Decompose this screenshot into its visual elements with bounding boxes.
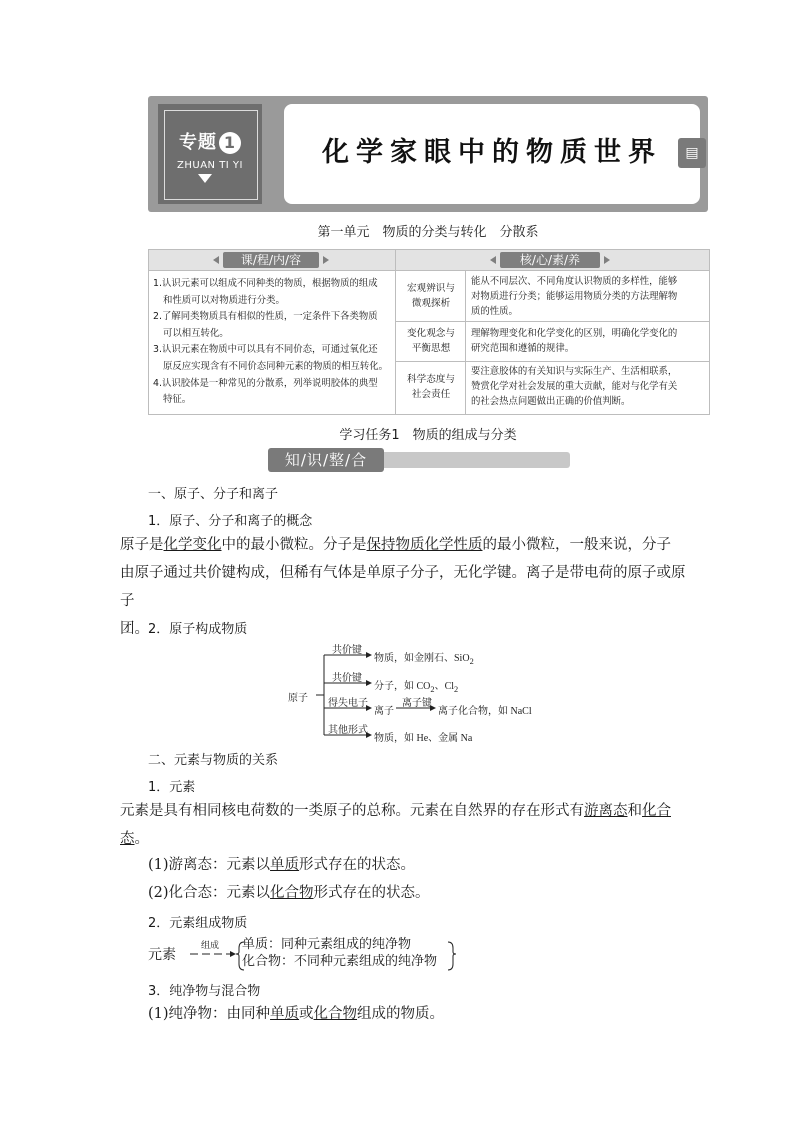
arrow-right-icon (323, 256, 329, 264)
core-header: 核/心/素/养 (500, 252, 600, 268)
subsection-heading: 2．原子构成物质 (148, 622, 248, 637)
section-banner: 知/识/整/合 (268, 448, 384, 472)
badge-triangle-icon (198, 174, 212, 183)
subsection-heading: 1．元素 (148, 780, 196, 795)
book-search-icon: ▤ (678, 138, 706, 168)
compose-results: 单质：同种元素组成的纯净物 化合物：不同种元素组成的纯净物 (242, 937, 438, 969)
badge-title: 专题 1 (158, 128, 262, 154)
list-item: (1)纯净物：由同种单质或化合物组成的物质。 (148, 1006, 445, 1022)
compose-arrow-label: 组成 (200, 941, 219, 951)
divider (149, 270, 709, 271)
course-line: 原反应实现含有不同价态同种元素的物质的相互转化。 (163, 360, 389, 372)
arrow-right-icon (604, 256, 610, 264)
badge-number: 1 (219, 132, 241, 154)
divider (465, 270, 466, 414)
course-line: 1.认识元素可以组成不同种类的物质，根据物质的组成 (153, 278, 378, 289)
arrow-left-icon (490, 256, 496, 264)
subsection-heading: 2．元素组成物质 (148, 916, 248, 931)
course-line: 可以相互转化。 (163, 327, 229, 339)
compose-left: 元素 (148, 947, 176, 963)
diagram-result: 离子化合物，如 NaCl (438, 706, 532, 717)
paragraph: 原子是化学变化中的最小微粒。分子是保持物质化学性质的最小微粒，一般来说，分子 由原子通过共价键构成，但稀有气体是单原子分子，无化学键。离子是带电荷的原子或原子 团。 (120, 537, 686, 637)
diagram-root: 原子 (288, 693, 308, 704)
diagram-result: 离子 (374, 706, 394, 717)
subsection-heading: 1．原子、分子和离子的概念 (148, 514, 313, 529)
diagram-edge-label: 其他形式 (328, 725, 368, 736)
badge-pinyin: ZHUAN TI YI (177, 160, 243, 171)
page-title: 化学家眼中的物质世界 (322, 137, 662, 168)
course-header-bar (149, 250, 395, 270)
core-header-bar (396, 250, 709, 270)
objectives-table (148, 249, 710, 415)
course-content (153, 276, 393, 409)
diagram-result: 物质，如金刚石、SiO$_2$ (374, 653, 474, 666)
paragraph: 元素是具有相同核电荷数的一类原子的总称。元素在自然界的存在形式有游离态和化合 态。 (120, 803, 671, 847)
diagram-edge-label: 共价键 (332, 645, 362, 656)
arrow-left-icon (213, 256, 219, 264)
diagram-result: 物质，如 He、金属 Na (374, 733, 473, 744)
literacy-name: 变化观念与 平衡思想 (407, 328, 455, 354)
chapter-badge (158, 104, 262, 204)
list-item: (1)游离态：元素以单质形式存在的状态。 (148, 857, 416, 873)
course-line: 2.了解同类物质具有相似的性质，一定条件下各类物质 (153, 311, 378, 323)
literacy-desc: 理解物理变化和化学变化的区别，明确化学变化的 研究范围和遵循的规律。 (471, 328, 678, 354)
diagram-edge-label: 共价键 (332, 673, 362, 684)
course-line: 和性质可以对物质进行分类。 (163, 294, 285, 306)
course-line: 4.认识胶体是一种常见的分散系，列举说明胶体的典型 (153, 377, 378, 389)
literacy-name: 宏观辨识与 微观探析 (407, 283, 455, 309)
section-heading: 二、元素与物质的关系 (148, 753, 279, 768)
subsection-heading: 3．纯净物与混合物 (148, 984, 261, 999)
diagram-edge-label: 离子键 (402, 698, 432, 709)
literacy-desc: 能从不同层次、不同角度认识物质的多样性，能够 对物质进行分类；能够运用物质分类的方法理解物 质的性质。 (471, 276, 678, 317)
unit-title: 第一单元 物质的分类与转化 分散系 (317, 225, 539, 240)
task-title: 学习任务1 物质的组成与分类 (339, 428, 517, 443)
diagram-edge-label: 得失电子 (328, 698, 368, 709)
badge-frame (164, 110, 258, 200)
course-header: 课/程/内/容 (223, 252, 319, 268)
divider (395, 361, 709, 362)
literacy-desc: 要注意胶体的有关知识与实际生产、生活相联系， 赞赏化学对社会发展的重大贡献，能对与化学有关 的社会热点问题做出正确的价值判断。 (471, 366, 678, 407)
course-line: 3.认识元素在物质中可以具有不同价态，可通过氧化还 (153, 344, 378, 356)
course-line: 特征。 (163, 394, 192, 406)
diagram-result: 分子，如 $CO_2$、$Cl_2$ (374, 681, 459, 694)
divider (395, 321, 709, 322)
divider (395, 250, 396, 414)
list-item: (2)化合态：元素以化合物形式存在的状态。 (148, 885, 430, 901)
section-heading: 一、原子、分子和离子 (148, 487, 279, 502)
literacy-name: 科学态度与 社会责任 (407, 374, 455, 400)
